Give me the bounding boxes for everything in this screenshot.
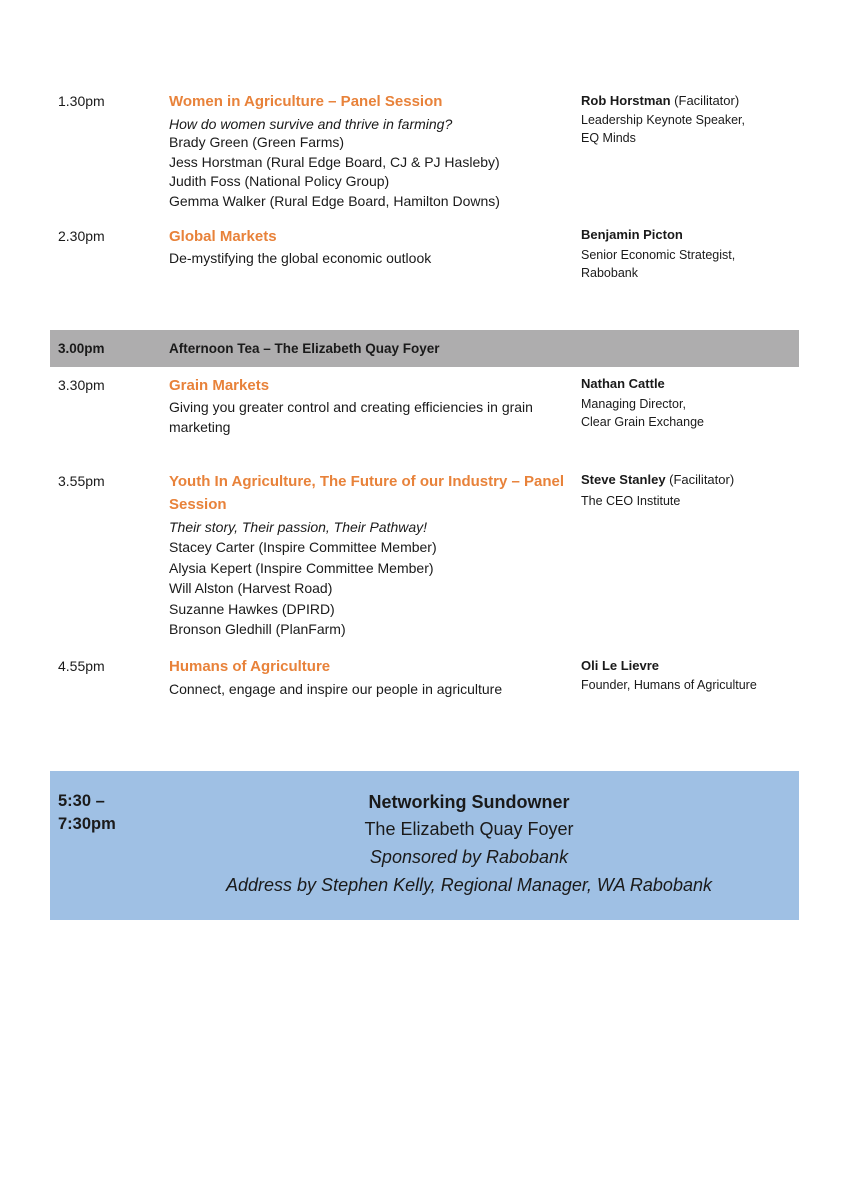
sundowner-time-start: 5:30 – <box>58 792 105 810</box>
session-description: De-mystifying the global economic outlook <box>169 250 432 266</box>
session-subtitle: Their story, Their passion, Their Pathway! <box>169 519 428 535</box>
sundowner-venue: The Elizabeth Quay Foyer <box>364 819 574 839</box>
speaker-name: Rob Horstman <box>581 93 671 108</box>
panelist: Brady Green (Green Farms) <box>169 134 345 150</box>
speaker <box>581 658 659 673</box>
speaker-detail: The CEO Institute <box>581 494 681 508</box>
speaker-name: Steve Stanley <box>581 472 666 487</box>
speaker <box>581 472 734 487</box>
speaker-name: Oli Le Lievre <box>581 658 660 673</box>
session-description: Giving you greater control and creating efficiencies in grain <box>169 399 533 415</box>
session-title: Global Markets <box>169 228 277 245</box>
session-time: 4.55pm <box>58 658 105 674</box>
sundowner-title: Networking Sundowner <box>368 792 570 812</box>
afternoon-tea-title: Afternoon Tea – The Elizabeth Quay Foyer <box>169 341 440 356</box>
panelist: Jess Horstman (Rural Edge Board, CJ & PJ Hasleby) <box>169 154 500 170</box>
panelist: Suzanne Hawkes (DPIRD) <box>169 601 335 617</box>
panelist: Will Alston (Harvest Road) <box>169 580 333 596</box>
session-time: 3.55pm <box>58 473 105 489</box>
session-description: Connect, engage and inspire our people in agriculture <box>169 681 503 697</box>
session-time: 1.30pm <box>58 93 105 109</box>
speaker <box>581 376 665 391</box>
speaker-role: (Facilitator) <box>665 472 735 487</box>
speaker-name: Benjamin Picton <box>581 227 683 242</box>
speaker-role: (Facilitator) <box>670 93 740 108</box>
panelist: Gemma Walker (Rural Edge Board, Hamilton Downs) <box>169 193 500 209</box>
speaker-detail: Leadership Keynote Speaker, <box>581 113 746 127</box>
speaker-detail: Senior Economic Strategist, <box>581 248 736 262</box>
session-title: Women in Agriculture – Panel Session <box>169 93 443 110</box>
sundowner-address: Address by Stephen Kelly, Regional Manager, WA Rabobank <box>226 875 712 895</box>
session-subtitle: How do women survive and thrive in farming? <box>169 116 453 132</box>
speaker-detail: Rabobank <box>581 266 638 280</box>
panelist: Stacey Carter (Inspire Committee Member) <box>169 539 437 555</box>
session-title: Youth In Agriculture, The Future of our Industry – Panel <box>169 473 565 490</box>
speaker <box>581 227 683 242</box>
speaker-detail: Clear Grain Exchange <box>581 415 704 429</box>
speaker-detail: EQ Minds <box>581 131 636 145</box>
sundowner-time <box>58 790 116 836</box>
speaker-name: Nathan Cattle <box>581 376 665 391</box>
afternoon-tea-time: 3.00pm <box>58 341 105 356</box>
speaker-detail: Managing Director, <box>581 397 686 411</box>
panelist: Alysia Kepert (Inspire Committee Member) <box>169 560 434 576</box>
session-title: Humans of Agriculture <box>169 658 331 675</box>
session-description: marketing <box>169 419 231 435</box>
session-time: 2.30pm <box>58 228 105 244</box>
session-time: 3.30pm <box>58 377 105 393</box>
sundowner-sponsor: Sponsored by Rabobank <box>369 847 569 867</box>
speaker-detail: Founder, Humans of Agriculture <box>581 678 757 692</box>
speaker <box>581 93 739 108</box>
session-title: Grain Markets <box>169 377 270 394</box>
panelist: Bronson Gledhill (PlanFarm) <box>169 621 346 637</box>
session-title-continued: Session <box>169 496 227 513</box>
sundowner-time-end: 7:30pm <box>58 815 116 833</box>
panelist: Judith Foss (National Policy Group) <box>169 173 390 189</box>
